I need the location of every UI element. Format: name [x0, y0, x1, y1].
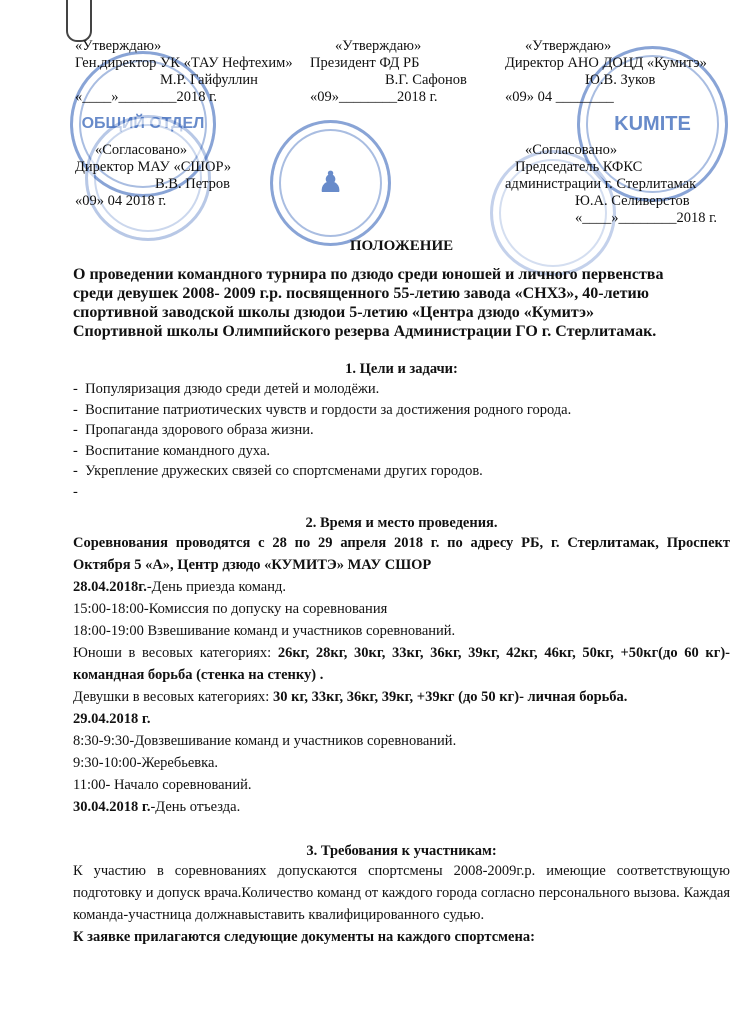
paper-clip — [66, 0, 92, 42]
agreement-position: Директор МАУ «СШОР» — [75, 159, 232, 175]
boys-categories: Юноши в весовых категориях: 26кг, 28кг, 30кг, 33кг, 36кг, 39кг, 42кг, 46кг, 50кг, +50кг(до 60 кг)- командная борьба (стенка на стенку) . — [73, 645, 730, 683]
schedule-item: 8:30-9:30-Довзвешивание команд и участников соревнований. — [73, 733, 457, 749]
agreement-name: В.В. Петров — [155, 176, 230, 192]
girls-categories: Девушки в весовых категориях: 30 кг, 33кг, 36кг, 39кг, +39кг (до 50 кг)- личная борьба. — [73, 689, 628, 705]
day1: 28.04.2018г.-День приезда команд. — [73, 579, 287, 595]
judo-emblem-icon: ♟ — [317, 166, 344, 198]
venue-text: Соревнования проводятся с 28 по 29 апреля 2018 г. по адресу РБ, г. Стерлитамак, Проспект Октября 5 «А», Центр дзюдо «КУМИТЭ» МАУ СШОР — [73, 535, 730, 573]
approval-label: «Утверждаю» — [335, 38, 422, 54]
agreement-block-1 — [75, 142, 231, 210]
section-1-heading: 1. Цели и задачи: — [345, 361, 458, 377]
approval-position: Президент ФД РБ — [310, 55, 420, 71]
list-item: - — [73, 483, 82, 500]
agreement-name: Ю.А. Селиверстов — [575, 193, 690, 209]
agreement-position-2: администрации г. Стерлитамак — [505, 176, 697, 192]
section-2-heading: 2. Время и место проведения. — [305, 515, 498, 531]
approval-name: М.Р. Гайфуллин — [160, 72, 258, 88]
list-item: - Воспитание командного духа. — [73, 442, 271, 459]
approval-position: Директор АНО ДОЦД «Кумитэ» — [505, 55, 707, 71]
schedule-item: 11:00- Начало соревнований. — [73, 777, 252, 793]
stamp-general-dept-label: ОБЩИЙ ОТДЕЛ — [81, 115, 205, 133]
agreement-date: «____»________2018 г. — [575, 210, 718, 226]
document-body — [73, 236, 730, 948]
schedule-item: 9:30-10:00-Жеребьевка. — [73, 755, 218, 771]
document-title: ПОЛОЖЕНИЕ — [349, 238, 454, 254]
approval-name: В.Г. Сафонов — [385, 72, 467, 88]
approval-date: «09» 04 ________ — [505, 89, 614, 105]
approval-date: «____»________2018 г. — [75, 89, 218, 105]
stamp-kumite-label: KUMITE — [614, 113, 691, 135]
requirements-text: К участию в соревнованиях допускаются спортсмены 2008-2009г.р. имеющие соответствующую подготовку и допуск врача.Количество команд от каждого города согласно персонального вызова. Каждая команда-участница должнавыставить квалифицированного судью. — [73, 863, 730, 923]
list-item: - Пропаганда здорового образа жизни. — [73, 422, 314, 438]
section-3-heading: 3. Требования к участникам: — [306, 843, 497, 859]
approval-block-1 — [75, 38, 293, 106]
agreement-label: «Согласовано» — [95, 142, 188, 158]
schedule-item: 18:00-19:00 Взвешивание команд и участников соревнований. — [73, 623, 456, 639]
agreement-date: «09» 04 2018 г. — [75, 193, 167, 209]
approval-position: Ген.директор УК «ТАУ Нефтехим» — [75, 55, 293, 71]
schedule-item: 15:00-18:00-Комиссия по допуску на соревнования — [73, 601, 388, 617]
agreement-position: Председатель КФКС — [515, 159, 643, 175]
list-item: - Воспитание патриотических чувств и гордости за достижения родного города. — [73, 401, 572, 418]
agreement-block-2 — [505, 142, 717, 227]
day3: 30.04.2018 г.-День отъезда. — [73, 799, 241, 815]
approval-label: «Утверждаю» — [75, 38, 162, 54]
list-item: - Популяризация дзюдо среди детей и молодёжи. — [73, 381, 380, 397]
stamp-judo-federation — [270, 120, 391, 246]
approval-date: «09»________2018 г. — [310, 89, 438, 105]
day2: 29.04.2018 г. — [73, 711, 151, 727]
approval-name: Ю.В. Зуков — [585, 72, 656, 88]
list-item: - Укрепление дружеских связей со спортсменами других городов. — [73, 463, 483, 479]
document-subtitle: О проведении командного турнира по дзюдо среди юношей и личного первенства среди девушек 2008- 2009 г.р. посвященного 55-летию завода «СНХЗ», 40-летию спортивной заводской школы дзюдои 5-летию «Центра дзюдо «Кумитэ» Спортивной школы Олимпийского резерва Администрации ГО г. Стерлитамак. — [73, 266, 664, 340]
approval-label: «Утверждаю» — [525, 38, 612, 54]
goals-list — [73, 379, 730, 502]
agreement-label: «Согласовано» — [525, 142, 618, 158]
documents-text: К заявке прилагаются следующие документы на каждого спортсмена: — [73, 929, 535, 945]
approval-block-2 — [310, 38, 467, 106]
approval-block-3 — [505, 38, 707, 106]
